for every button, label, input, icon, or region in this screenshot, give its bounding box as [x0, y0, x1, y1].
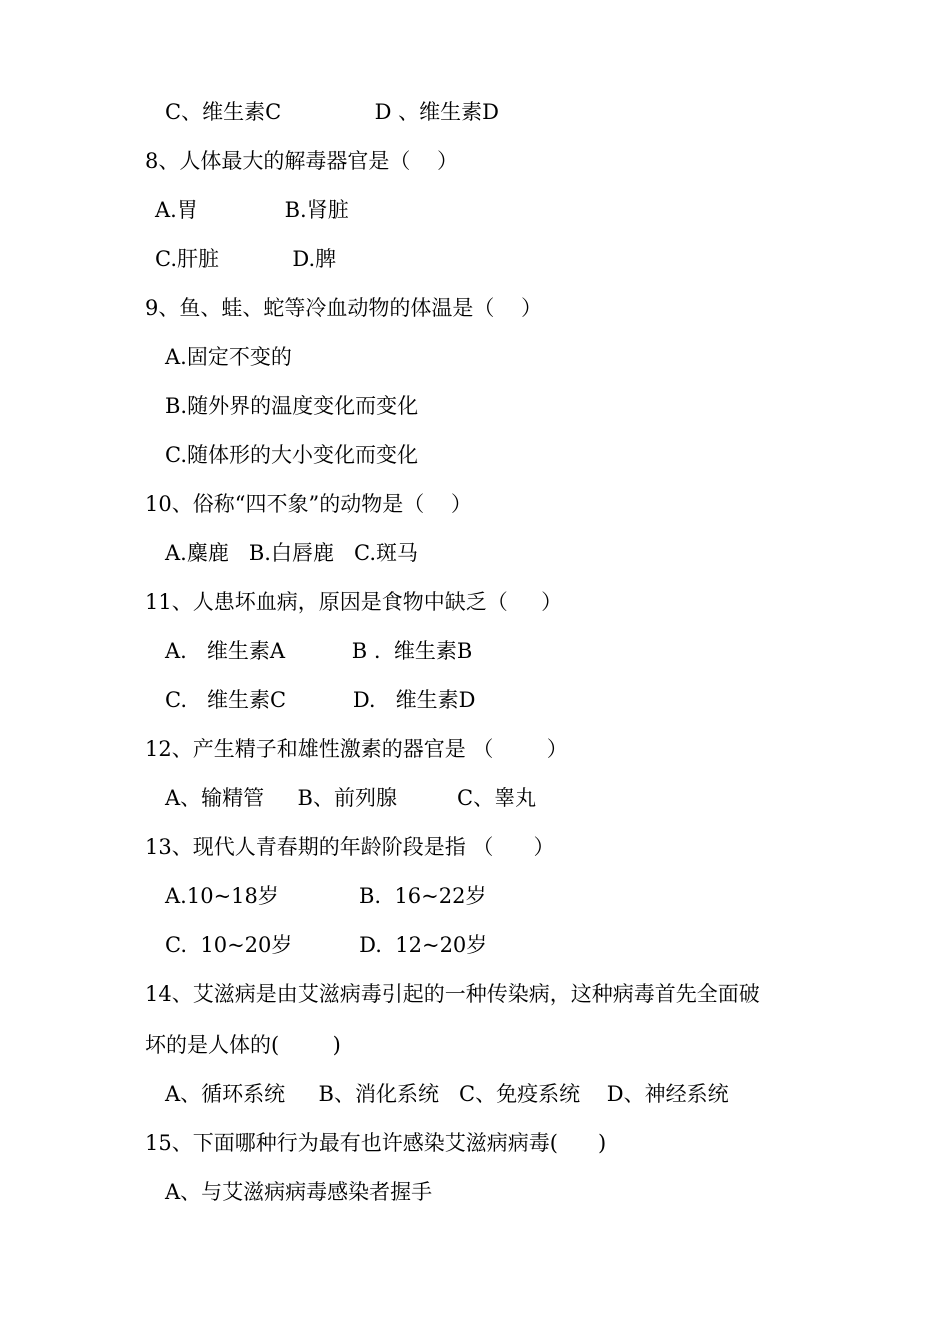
- q12-question: 12、产生精子和雄性激素的器官是 （ ）: [145, 737, 568, 761]
- q8-question: 8、人体最大的解毒器官是（ ）: [145, 149, 459, 173]
- q8-options-cd: C.肝脏 D.脾: [155, 247, 337, 271]
- q11-options-cd: C. 维生素C D. 维生素D: [165, 688, 476, 712]
- q13-options-ab: A.10~18岁 B. 16~22岁: [165, 884, 487, 908]
- q9-option-c: C.随体形的大小变化而变化: [165, 443, 418, 467]
- q7-options-cd: C、维生素C D 、维生素D: [165, 100, 499, 124]
- q10-question: 10、俗称“四不象”的动物是（ ）: [145, 492, 472, 516]
- q9-question: 9、鱼、蛙、蛇等冷血动物的体温是（ ）: [145, 296, 543, 320]
- q14-options: A、循环系统 B、消化系统 C、免疫系统 D、神经系统: [165, 1082, 729, 1106]
- q15-option-a: A、与艾滋病病毒感染者握手: [165, 1180, 433, 1204]
- q9-option-b: B.随外界的温度变化而变化: [165, 394, 419, 418]
- q13-options-cd: C. 10~20岁 D. 12~20岁: [165, 933, 488, 957]
- q14-question-line2: 坏的是人体的( ): [145, 1033, 341, 1057]
- q10-options: A.麋鹿 B.白唇鹿 C.斑马: [165, 541, 418, 565]
- q9-option-a: A.固定不变的: [165, 345, 292, 369]
- q11-options-ab: A. 维生素A B . 维生素B: [165, 639, 473, 663]
- q11-question: 11、人患坏血病，原因是食物中缺乏（ ）: [145, 590, 563, 614]
- q13-question: 13、现代人青春期的年龄阶段是指 （ ）: [145, 835, 555, 859]
- q14-question-line1: 14、艾滋病是由艾滋病毒引起的一种传染病，这种病毒首先全面破: [145, 982, 760, 1006]
- q15-question: 15、下面哪种行为最有也许感染艾滋病病毒( ): [145, 1131, 607, 1155]
- q8-options-ab: A.胃 B.肾脏: [155, 198, 349, 222]
- q12-options: A、输精管 B、前列腺 C、睾丸: [165, 786, 537, 810]
